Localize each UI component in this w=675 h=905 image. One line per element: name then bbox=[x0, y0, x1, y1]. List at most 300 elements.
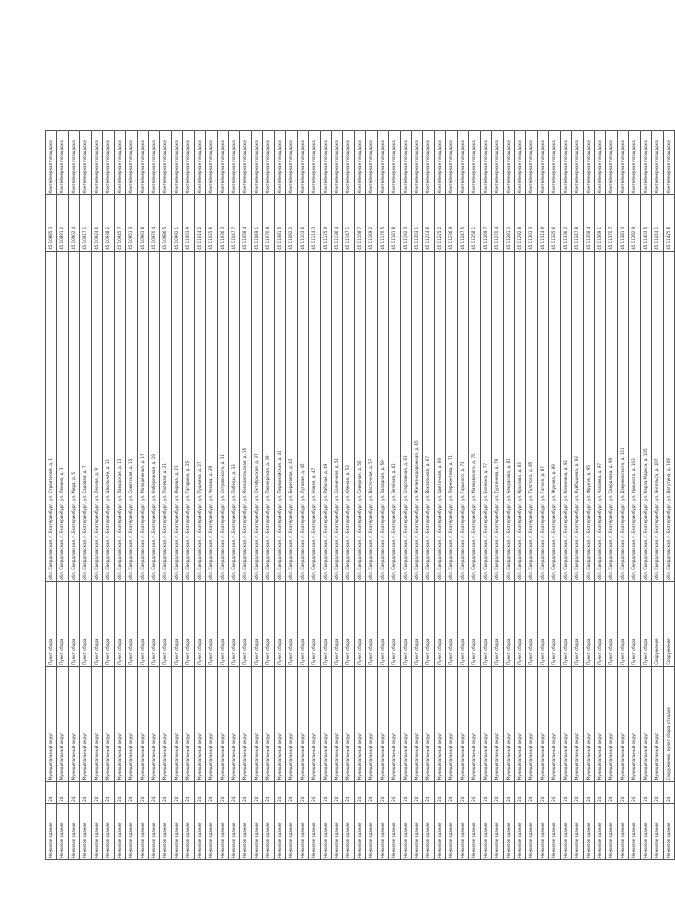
table-cell-c0: Нежилое здание bbox=[457, 803, 468, 859]
table-row bbox=[68, 131, 79, 860]
table-cell-c4: обл. Свердловская, г. Екатеринбург, ул. Южная, д. 53 bbox=[343, 251, 354, 581]
table-cell-c4: обл. Свердловская, г. Екатеринбург, ул. Лесная, д. 9 bbox=[91, 251, 102, 581]
table-cell-c3: Пункт сбора bbox=[240, 581, 251, 666]
table-cell-c4: обл. Свердловская, г. Екатеринбург, ул. Урицкого, д. 103 bbox=[629, 251, 640, 581]
table-cell-c0: Нежилое здание bbox=[606, 803, 617, 859]
table-cell-c1: 24 bbox=[526, 782, 537, 803]
table-cell-c1: 24 bbox=[640, 782, 651, 803]
table-cell-c6: Контейнерная площадка bbox=[412, 131, 423, 195]
table-cell-c1: 24 bbox=[457, 782, 468, 803]
table-cell-c5: 45 10992 1 bbox=[171, 195, 182, 251]
table-cell-c4: обл. Свердловская, г. Екатеринбург, ул. Школьная, д. 11 bbox=[103, 251, 114, 581]
table-cell-c0: Нежилое здание bbox=[400, 803, 411, 859]
table-cell-c5: 45 11081 5 bbox=[274, 195, 285, 251]
table-cell-c0: Нежилое здание bbox=[206, 803, 217, 859]
table-cell-c6: Контейнерная площадка bbox=[206, 131, 217, 195]
table-cell-c1: 24 bbox=[377, 782, 388, 803]
table-cell-c5: 45 11358 4 bbox=[583, 195, 594, 251]
table-cell-c5: 45 11325 6 bbox=[549, 195, 560, 251]
table-cell-c1: 24 bbox=[240, 782, 251, 803]
table-cell-c6: Контейнерная площадка bbox=[526, 131, 537, 195]
table-row bbox=[366, 131, 377, 860]
table-cell-c0: Нежилое здание bbox=[171, 803, 182, 859]
table-cell-c5: 45 10924 6 bbox=[91, 195, 102, 251]
table-cell-c6: Контейнерная площадка bbox=[331, 131, 342, 195]
table-cell-c0: Нежилое здание bbox=[526, 803, 537, 859]
table-row bbox=[57, 131, 68, 860]
table-row bbox=[343, 131, 354, 860]
table-cell-c1: 24 bbox=[183, 782, 194, 803]
table-cell-c3: Пункт сбора bbox=[194, 581, 205, 666]
table-cell-c1: 24 bbox=[617, 782, 628, 803]
table-cell-c3: Пункт сбора bbox=[629, 581, 640, 666]
table-cell-c6: Контейнерная площадка bbox=[46, 131, 57, 195]
table-cell-c2: Муниципальный округ bbox=[514, 666, 525, 782]
table-cell-c4: обл. Свердловская, г. Екатеринбург, ул. Гагарина, д. 25 bbox=[183, 251, 194, 581]
table-cell-c5: 45 11025 6 bbox=[206, 195, 217, 251]
table-cell-c0: Нежилое здание bbox=[469, 803, 480, 859]
table-row bbox=[91, 131, 102, 860]
table-cell-c5: 45 11392 9 bbox=[629, 195, 640, 251]
table-row bbox=[114, 131, 125, 860]
table-cell-c1: 24 bbox=[309, 782, 320, 803]
table-cell-c0: Нежилое здание bbox=[126, 803, 137, 859]
table-cell-c4: обл. Свердловская, г. Екатеринбург, ул. Жукова, д. 89 bbox=[549, 251, 560, 581]
table-row bbox=[331, 131, 342, 860]
table-cell-c3: Пункт сбора bbox=[274, 581, 285, 666]
table-cell-c0: Нежилое здание bbox=[137, 803, 148, 859]
table-cell-c4: обл. Свердловская, г. Екатеринбург, ул. Луговая, д. 45 bbox=[297, 251, 308, 581]
table-cell-c4: обл. Свердловская, г. Екатеринбург, ул. Горького, д. 73 bbox=[457, 251, 468, 581]
table-cell-c0: Нежилое здание bbox=[263, 803, 274, 859]
table-cell-c2: Муниципальный округ bbox=[331, 666, 342, 782]
table-cell-c0: Нежилое здание bbox=[320, 803, 331, 859]
table-cell-c4: обл. Свердловская, г. Екатеринбург, ул. Энгельса, д. 107 bbox=[652, 251, 663, 581]
table-cell-c1: 24 bbox=[160, 782, 171, 803]
table-cell-c5: 45 11192 3 bbox=[400, 195, 411, 251]
table-cell-c2: Муниципальный округ bbox=[126, 666, 137, 782]
table-cell-c3: Пункт сбора bbox=[297, 581, 308, 666]
table-cell-c5: 45 11058 4 bbox=[240, 195, 251, 251]
table-cell-c4: обл. Свердловская, г. Екатеринбург, ул. Дзержинского, д. 101 bbox=[617, 251, 628, 581]
table-cell-c3: Пункт сбора bbox=[137, 581, 148, 666]
table-cell-c0: Нежилое здание bbox=[91, 803, 102, 859]
table-cell-c3: Пункт сбора bbox=[492, 581, 503, 666]
table-cell-c2: Муниципальный округ bbox=[137, 666, 148, 782]
table-cell-c3: Пункт сбора bbox=[537, 581, 548, 666]
table-cell-c5: 45 11381 3 bbox=[617, 195, 628, 251]
table-cell-c3: Пункт сбора bbox=[80, 581, 91, 666]
table-cell-c0: Нежилое здание bbox=[309, 803, 320, 859]
table-cell-c4: обл. Свердловская, г. Екатеринбург, ул. Фрунзе, д. 95 bbox=[583, 251, 594, 581]
table-cell-c0: Нежилое здание bbox=[640, 803, 651, 859]
table-row bbox=[160, 131, 171, 860]
table-cell-c6: Контейнерная площадка bbox=[492, 131, 503, 195]
table-cell-c1: 24 bbox=[229, 782, 240, 803]
table-cell-c2: Муниципальный округ bbox=[526, 666, 537, 782]
table-cell-c2: Сооружение, пункт сбора отходов bbox=[663, 666, 674, 782]
table-cell-c0: Нежилое здание bbox=[57, 803, 68, 859]
table-row bbox=[606, 131, 617, 860]
table-cell-c2: Муниципальный округ bbox=[366, 666, 377, 782]
table-cell-c1: 24 bbox=[583, 782, 594, 803]
table-cell-c1: 24 bbox=[503, 782, 514, 803]
table-cell-c6: Контейнерная площадка bbox=[377, 131, 388, 195]
table-cell-c5: 45 11070 8 bbox=[263, 195, 274, 251]
table-cell-c2: Муниципальный округ bbox=[377, 666, 388, 782]
table-cell-c3: Пункт сбора bbox=[526, 581, 537, 666]
table-cell-c3: Пункт сбора bbox=[57, 581, 68, 666]
table-cell-c5: 45 10902 4 bbox=[68, 195, 79, 251]
table-cell-c4: обл. Свердловская, г. Екатеринбург, ул. Мира, д. 5 bbox=[68, 251, 79, 581]
table-cell-c4: обл. Свердловская, г. Екатеринбург, ул. Строителей, д. 1 bbox=[46, 251, 57, 581]
table-cell-c2: Муниципальный округ bbox=[46, 666, 57, 782]
table-row bbox=[80, 131, 91, 860]
table-cell-c4: обл. Свердловская, г. Екатеринбург, ул. Калинина, д. 91 bbox=[560, 251, 571, 581]
table-cell-c6: Контейнерная площадка bbox=[240, 131, 251, 195]
table-cell-c0: Нежилое здание bbox=[366, 803, 377, 859]
table-cell-c1: 24 bbox=[423, 782, 434, 803]
table-cell-c6: Контейнерная площадка bbox=[617, 131, 628, 195]
table-cell-c1: 24 bbox=[434, 782, 445, 803]
table-cell-c5: 45 10963 8 bbox=[137, 195, 148, 251]
table-cell-c4: обл. Свердловская, г. Екатеринбург, ул. Лермонтова, д. 71 bbox=[446, 251, 457, 581]
table-cell-c5: 45 11169 2 bbox=[366, 195, 377, 251]
table-cell-c5: 45 11314 9 bbox=[537, 195, 548, 251]
table-row bbox=[617, 131, 628, 860]
table-cell-c6: Контейнерная площадка bbox=[434, 131, 445, 195]
table-cell-c1: 24 bbox=[446, 782, 457, 803]
table-cell-c1: 24 bbox=[549, 782, 560, 803]
table-cell-c5: 45 11125 9 bbox=[320, 195, 331, 251]
table-cell-c0: Нежилое здание bbox=[434, 803, 445, 859]
table-cell-c1: 24 bbox=[263, 782, 274, 803]
table-cell-c5: 45 11214 6 bbox=[423, 195, 434, 251]
table-cell-c1: 24 bbox=[217, 782, 228, 803]
table-row bbox=[251, 131, 262, 860]
table-cell-c4: обл. Свердловская, г. Екатеринбург, ул. Свердлова, д. 99 bbox=[606, 251, 617, 581]
table-cell-c1: 24 bbox=[366, 782, 377, 803]
table-cell-c2: Муниципальный округ bbox=[160, 666, 171, 782]
table-cell-c1: 24 bbox=[206, 782, 217, 803]
table-cell-c2: Муниципальный округ bbox=[57, 666, 68, 782]
table-cell-c5: 45 10945 7 bbox=[114, 195, 125, 251]
table-cell-c1: 24 bbox=[389, 782, 400, 803]
table-row bbox=[229, 131, 240, 860]
table-cell-c1: 24 bbox=[492, 782, 503, 803]
table-cell-c2: Муниципальный округ bbox=[412, 666, 423, 782]
table-cell-c1: 24 bbox=[148, 782, 159, 803]
table-cell-c4: обл. Свердловская, г. Екатеринбург, ул. Новая, д. 47 bbox=[309, 251, 320, 581]
table-row bbox=[572, 131, 583, 860]
table-row bbox=[595, 131, 606, 860]
table-cell-c2: Муниципальный округ bbox=[434, 666, 445, 782]
table-cell-c3: Пункт сбора bbox=[126, 581, 137, 666]
table-cell-c1: 24 bbox=[68, 782, 79, 803]
table-cell-c6: Контейнерная площадка bbox=[514, 131, 525, 195]
table-cell-c0: Нежилое здание bbox=[251, 803, 262, 859]
table-cell-c4: обл. Свердловская, г. Екатеринбург, ул. Некрасова, д. 81 bbox=[503, 251, 514, 581]
table-cell-c5: 45 10986 5 bbox=[160, 195, 171, 251]
table-cell-c6: Контейнерная площадка bbox=[366, 131, 377, 195]
table-cell-c6: Контейнерная площадка bbox=[217, 131, 228, 195]
table-cell-c5: 45 10951 3 bbox=[126, 195, 137, 251]
table-cell-c6: Контейнерная площадка bbox=[652, 131, 663, 195]
table-cell-c2: Муниципальный округ bbox=[68, 666, 79, 782]
table-cell-c3: Пункт сбора bbox=[434, 581, 445, 666]
table-cell-c5: 45 11425 8 bbox=[663, 195, 674, 251]
table-cell-c1: 24 bbox=[57, 782, 68, 803]
table-cell-c5: 45 11203 1 bbox=[412, 195, 423, 251]
table-cell-c5: 45 11092 2 bbox=[286, 195, 297, 251]
table-row bbox=[434, 131, 445, 860]
table-cell-c6: Контейнерная площадка bbox=[457, 131, 468, 195]
table-cell-c6: Контейнерная площадка bbox=[389, 131, 400, 195]
table-cell-c2: Муниципальный округ bbox=[629, 666, 640, 782]
table-cell-c5: 45 10970 4 bbox=[148, 195, 159, 251]
table-cell-c1: 24 bbox=[126, 782, 137, 803]
table-cell-c6: Контейнерная площадка bbox=[446, 131, 457, 195]
table-cell-c4: обл. Свердловская, г. Екатеринбург, ул. Рабочая, д. 49 bbox=[320, 251, 331, 581]
table-cell-c6: Контейнерная площадка bbox=[148, 131, 159, 195]
table-cell-c2: Муниципальный округ bbox=[343, 666, 354, 782]
table-cell-c0: Нежилое здание bbox=[354, 803, 365, 859]
table-cell-c4: обл. Свердловская, г. Екатеринбург, ул. Пионерская, д. 39 bbox=[263, 251, 274, 581]
table-cell-c1: 24 bbox=[194, 782, 205, 803]
table-cell-c0: Нежилое здание bbox=[68, 803, 79, 859]
table-cell-c3: Пункт сбора bbox=[389, 581, 400, 666]
table-cell-c6: Контейнерная площадка bbox=[57, 131, 68, 195]
registry-table-body bbox=[46, 131, 675, 860]
table-cell-c2: Муниципальный округ bbox=[217, 666, 228, 782]
table-cell-c6: Контейнерная площадка bbox=[114, 131, 125, 195]
table-cell-c3: Пункт сбора bbox=[400, 581, 411, 666]
table-cell-c1: 24 bbox=[480, 782, 491, 803]
table-cell-c3: Пункт сбора bbox=[617, 581, 628, 666]
table-row bbox=[640, 131, 651, 860]
table-cell-c5: 45 11003 9 bbox=[183, 195, 194, 251]
table-row bbox=[46, 131, 57, 860]
table-cell-c5: 45 11370 7 bbox=[606, 195, 617, 251]
table-cell-c3: Пункт сбора bbox=[354, 581, 365, 666]
table-cell-c4: обл. Свердловская, г. Екатеринбург, ул. Куйбышева, д. 93 bbox=[572, 251, 583, 581]
table-cell-c4: обл. Свердловская, г. Екатеринбург, ул. Советская, д. 15 bbox=[126, 251, 137, 581]
table-cell-c3: Пункт сбора bbox=[412, 581, 423, 666]
table-cell-c3: Пункт сбора bbox=[343, 581, 354, 666]
table-cell-c2: Муниципальный округ bbox=[537, 666, 548, 782]
table-cell-c5: 45 10885 3 bbox=[46, 195, 57, 251]
table-cell-c1: 24 bbox=[297, 782, 308, 803]
table-cell-c3: Пункт сбора bbox=[606, 581, 617, 666]
table-cell-c2: Муниципальный округ bbox=[309, 666, 320, 782]
table-cell-c4: обл. Свердловская, г. Екатеринбург, ул. Набережная, д. 19 bbox=[148, 251, 159, 581]
table-cell-c1: 24 bbox=[286, 782, 297, 803]
table-cell-c5: 45 11047 7 bbox=[229, 195, 240, 251]
table-row bbox=[126, 131, 137, 860]
table-cell-c5: 45 11270 4 bbox=[492, 195, 503, 251]
table-cell-c0: Нежилое здание bbox=[80, 803, 91, 859]
table-cell-c2: Муниципальный округ bbox=[389, 666, 400, 782]
table-cell-c3: Пункт сбора bbox=[595, 581, 606, 666]
table-cell-c6: Контейнерная площадка bbox=[629, 131, 640, 195]
table-cell-c2: Муниципальный округ bbox=[171, 666, 182, 782]
table-cell-c1: 24 bbox=[251, 782, 262, 803]
table-cell-c3: Пункт сбора bbox=[68, 581, 79, 666]
table-cell-c2: Муниципальный округ bbox=[652, 666, 663, 782]
table-cell-c6: Контейнерная площадка bbox=[423, 131, 434, 195]
table-row bbox=[206, 131, 217, 860]
table-row bbox=[652, 131, 663, 860]
table-row bbox=[148, 131, 159, 860]
table-cell-c2: Муниципальный округ bbox=[114, 666, 125, 782]
table-cell-c0: Нежилое здание bbox=[343, 803, 354, 859]
table-cell-c6: Контейнерная площадка bbox=[595, 131, 606, 195]
table-cell-c5: 45 11069 1 bbox=[251, 195, 262, 251]
table-cell-c0: Нежилое здание bbox=[331, 803, 342, 859]
table-cell-c4: обл. Свердловская, г. Екатеринбург, ул. Чехова, д. 29 bbox=[206, 251, 217, 581]
table-cell-c1: 24 bbox=[274, 782, 285, 803]
table-cell-c1: 24 bbox=[80, 782, 91, 803]
table-cell-c6: Контейнерная площадка bbox=[183, 131, 194, 195]
table-cell-c3: Пункт сбора bbox=[377, 581, 388, 666]
table-cell-c6: Контейнерная площадка bbox=[103, 131, 114, 195]
table-cell-c5: 45 10917 1 bbox=[80, 195, 91, 251]
table-cell-c4: обл. Свердловская, г. Екатеринбург, ул. Октябрьская, д. 37 bbox=[251, 251, 262, 581]
table-cell-c3: Пункт сбора bbox=[423, 581, 434, 666]
table-row bbox=[537, 131, 548, 860]
rotated-table-container bbox=[45, 130, 671, 860]
table-row bbox=[549, 131, 560, 860]
table-cell-c1: 24 bbox=[171, 782, 182, 803]
table-cell-c4: обл. Свердловская, г. Екатеринбург, ул. Солнечная, д. 51 bbox=[331, 251, 342, 581]
table-cell-c1: 24 bbox=[595, 782, 606, 803]
table-cell-c1: 24 bbox=[343, 782, 354, 803]
table-cell-c5: 45 11369 1 bbox=[595, 195, 606, 251]
table-cell-c6: Контейнерная площадка bbox=[606, 131, 617, 195]
table-cell-c1: 24 bbox=[514, 782, 525, 803]
table-cell-c1: 24 bbox=[652, 782, 663, 803]
table-cell-c6: Контейнерная площадка bbox=[343, 131, 354, 195]
table-cell-c1: 24 bbox=[137, 782, 148, 803]
table-cell-c5: 45 11170 5 bbox=[377, 195, 388, 251]
table-cell-c3: Пункт сбора bbox=[583, 581, 594, 666]
table-cell-c4: обл. Свердловская, г. Екатеринбург, ул. Вокзальная, д. 67 bbox=[423, 251, 434, 581]
table-cell-c2: Муниципальный округ bbox=[103, 666, 114, 782]
table-cell-c0: Нежилое здание bbox=[46, 803, 57, 859]
table-cell-c1: 24 bbox=[663, 782, 674, 803]
table-cell-c4: обл. Свердловская, г. Екатеринбург, ул. Восточная, д. 57 bbox=[366, 251, 377, 581]
table-cell-c4: обл. Свердловская, г. Екатеринбург, ул. Железнодорожная, д. 65 bbox=[412, 251, 423, 581]
table-cell-c5: 45 11158 7 bbox=[354, 195, 365, 251]
table-cell-c0: Нежилое здание bbox=[103, 803, 114, 859]
table-cell-c2: Муниципальный округ bbox=[572, 666, 583, 782]
table-cell-c4: обл. Свердловская, г. Екатеринбург, ул. Спортивная, д. 63 bbox=[400, 251, 411, 581]
table-cell-c5: 45 11303 3 bbox=[526, 195, 537, 251]
table-cell-c2: Муниципальный округ bbox=[183, 666, 194, 782]
table-cell-c1: 24 bbox=[114, 782, 125, 803]
table-cell-c3: Пункт сбора bbox=[114, 581, 125, 666]
table-cell-c4: обл. Свердловская, г. Екатеринбург, ул. Карла Маркса, д. 105 bbox=[640, 251, 651, 581]
table-cell-c6: Контейнерная площадка bbox=[274, 131, 285, 195]
table-cell-c6: Контейнерная площадка bbox=[160, 131, 171, 195]
table-cell-c5: 45 11347 8 bbox=[572, 195, 583, 251]
table-row bbox=[629, 131, 640, 860]
table-row bbox=[297, 131, 308, 860]
table-cell-c3: Пункт сбора bbox=[309, 581, 320, 666]
table-row bbox=[286, 131, 297, 860]
table-cell-c6: Контейнерная площадка bbox=[68, 131, 79, 195]
table-cell-c5: 45 11414 1 bbox=[652, 195, 663, 251]
table-cell-c0: Нежилое здание bbox=[514, 803, 525, 859]
table-cell-c6: Контейнерная площадка bbox=[91, 131, 102, 195]
table-cell-c4: обл. Свердловская, г. Екатеринбург, ул. Молодёжная, д. 17 bbox=[137, 251, 148, 581]
table-cell-c4: обл. Свердловская, г. Екатеринбург, ул. Зелёная, д. 61 bbox=[389, 251, 400, 581]
table-cell-c5: 45 11114 3 bbox=[309, 195, 320, 251]
table-cell-c6: Контейнерная площадка bbox=[229, 131, 240, 195]
table-cell-c4: обл. Свердловская, г. Екатеринбург, ул. Гоголя, д. 87 bbox=[537, 251, 548, 581]
table-cell-c5: 45 11136 4 bbox=[331, 195, 342, 251]
table-cell-c4: обл. Свердловская, г. Екатеринбург, ул. Цветочная, д. 69 bbox=[434, 251, 445, 581]
table-cell-c0: Нежилое здание bbox=[663, 803, 674, 859]
table-cell-c0: Нежилое здание bbox=[183, 803, 194, 859]
table-cell-c5: 45 10938 2 bbox=[103, 195, 114, 251]
table-cell-c1: 24 bbox=[606, 782, 617, 803]
table-cell-c3: Пункт сбора bbox=[446, 581, 457, 666]
table-cell-c3: Пункт сбора bbox=[183, 581, 194, 666]
table-row bbox=[457, 131, 468, 860]
table-cell-c0: Нежилое здание bbox=[583, 803, 594, 859]
table-cell-c1: 24 bbox=[469, 782, 480, 803]
table-cell-c0: Нежилое здание bbox=[240, 803, 251, 859]
table-cell-c6: Контейнерная площадка bbox=[251, 131, 262, 195]
table-cell-c3: Сооружение bbox=[652, 581, 663, 666]
table-cell-c0: Нежилое здание bbox=[229, 803, 240, 859]
table-cell-c3: Пункт сбора bbox=[560, 581, 571, 666]
table-cell-c3: Пункт сбора bbox=[469, 581, 480, 666]
table-cell-c6: Контейнерная площадка bbox=[320, 131, 331, 195]
table-cell-c3: Пункт сбора bbox=[286, 581, 297, 666]
table-cell-c2: Муниципальный округ bbox=[229, 666, 240, 782]
table-cell-c0: Нежилое здание bbox=[595, 803, 606, 859]
table-cell-c5: 45 11247 5 bbox=[457, 195, 468, 251]
table-cell-c2: Муниципальный округ bbox=[423, 666, 434, 782]
table-row bbox=[423, 131, 434, 860]
table-cell-c0: Нежилое здание bbox=[194, 803, 205, 859]
table-cell-c6: Контейнерная площадка bbox=[171, 131, 182, 195]
table-cell-c2: Муниципальный округ bbox=[274, 666, 285, 782]
table-cell-c3: Пункт сбора bbox=[331, 581, 342, 666]
table-cell-c3: Пункт сбора bbox=[251, 581, 262, 666]
table-cell-c1: 24 bbox=[560, 782, 571, 803]
table-cell-c5: 45 11236 9 bbox=[446, 195, 457, 251]
table-cell-c0: Нежилое здание bbox=[480, 803, 491, 859]
table-cell-c6: Контейнерная площадка bbox=[537, 131, 548, 195]
table-cell-c5: 45 11292 8 bbox=[514, 195, 525, 251]
table-cell-c4: обл. Свердловская, г. Екатеринбург, ул. Садовая, д. 7 bbox=[80, 251, 91, 581]
table-cell-c6: Контейнерная площадка bbox=[560, 131, 571, 195]
table-cell-c4: обл. Свердловская, г. Екатеринбург, ул. Ватутина, д. 109 bbox=[663, 251, 674, 581]
table-cell-c1: 24 bbox=[572, 782, 583, 803]
table-cell-c6: Контейнерная площадка bbox=[286, 131, 297, 195]
table-row bbox=[503, 131, 514, 860]
table-cell-c3: Пункт сбора bbox=[160, 581, 171, 666]
table-cell-c2: Муниципальный округ bbox=[297, 666, 308, 782]
table-cell-c2: Муниципальный округ bbox=[91, 666, 102, 782]
table-cell-c0: Нежилое здание bbox=[423, 803, 434, 859]
table-cell-c3: Пункт сбора bbox=[572, 581, 583, 666]
table-cell-c4: обл. Свердловская, г. Екатеринбург, ул. Ленина, д. 3 bbox=[57, 251, 68, 581]
table-cell-c4: обл. Свердловская, г. Екатеринбург, ул. Комсомольская, д. 35 bbox=[240, 251, 251, 581]
